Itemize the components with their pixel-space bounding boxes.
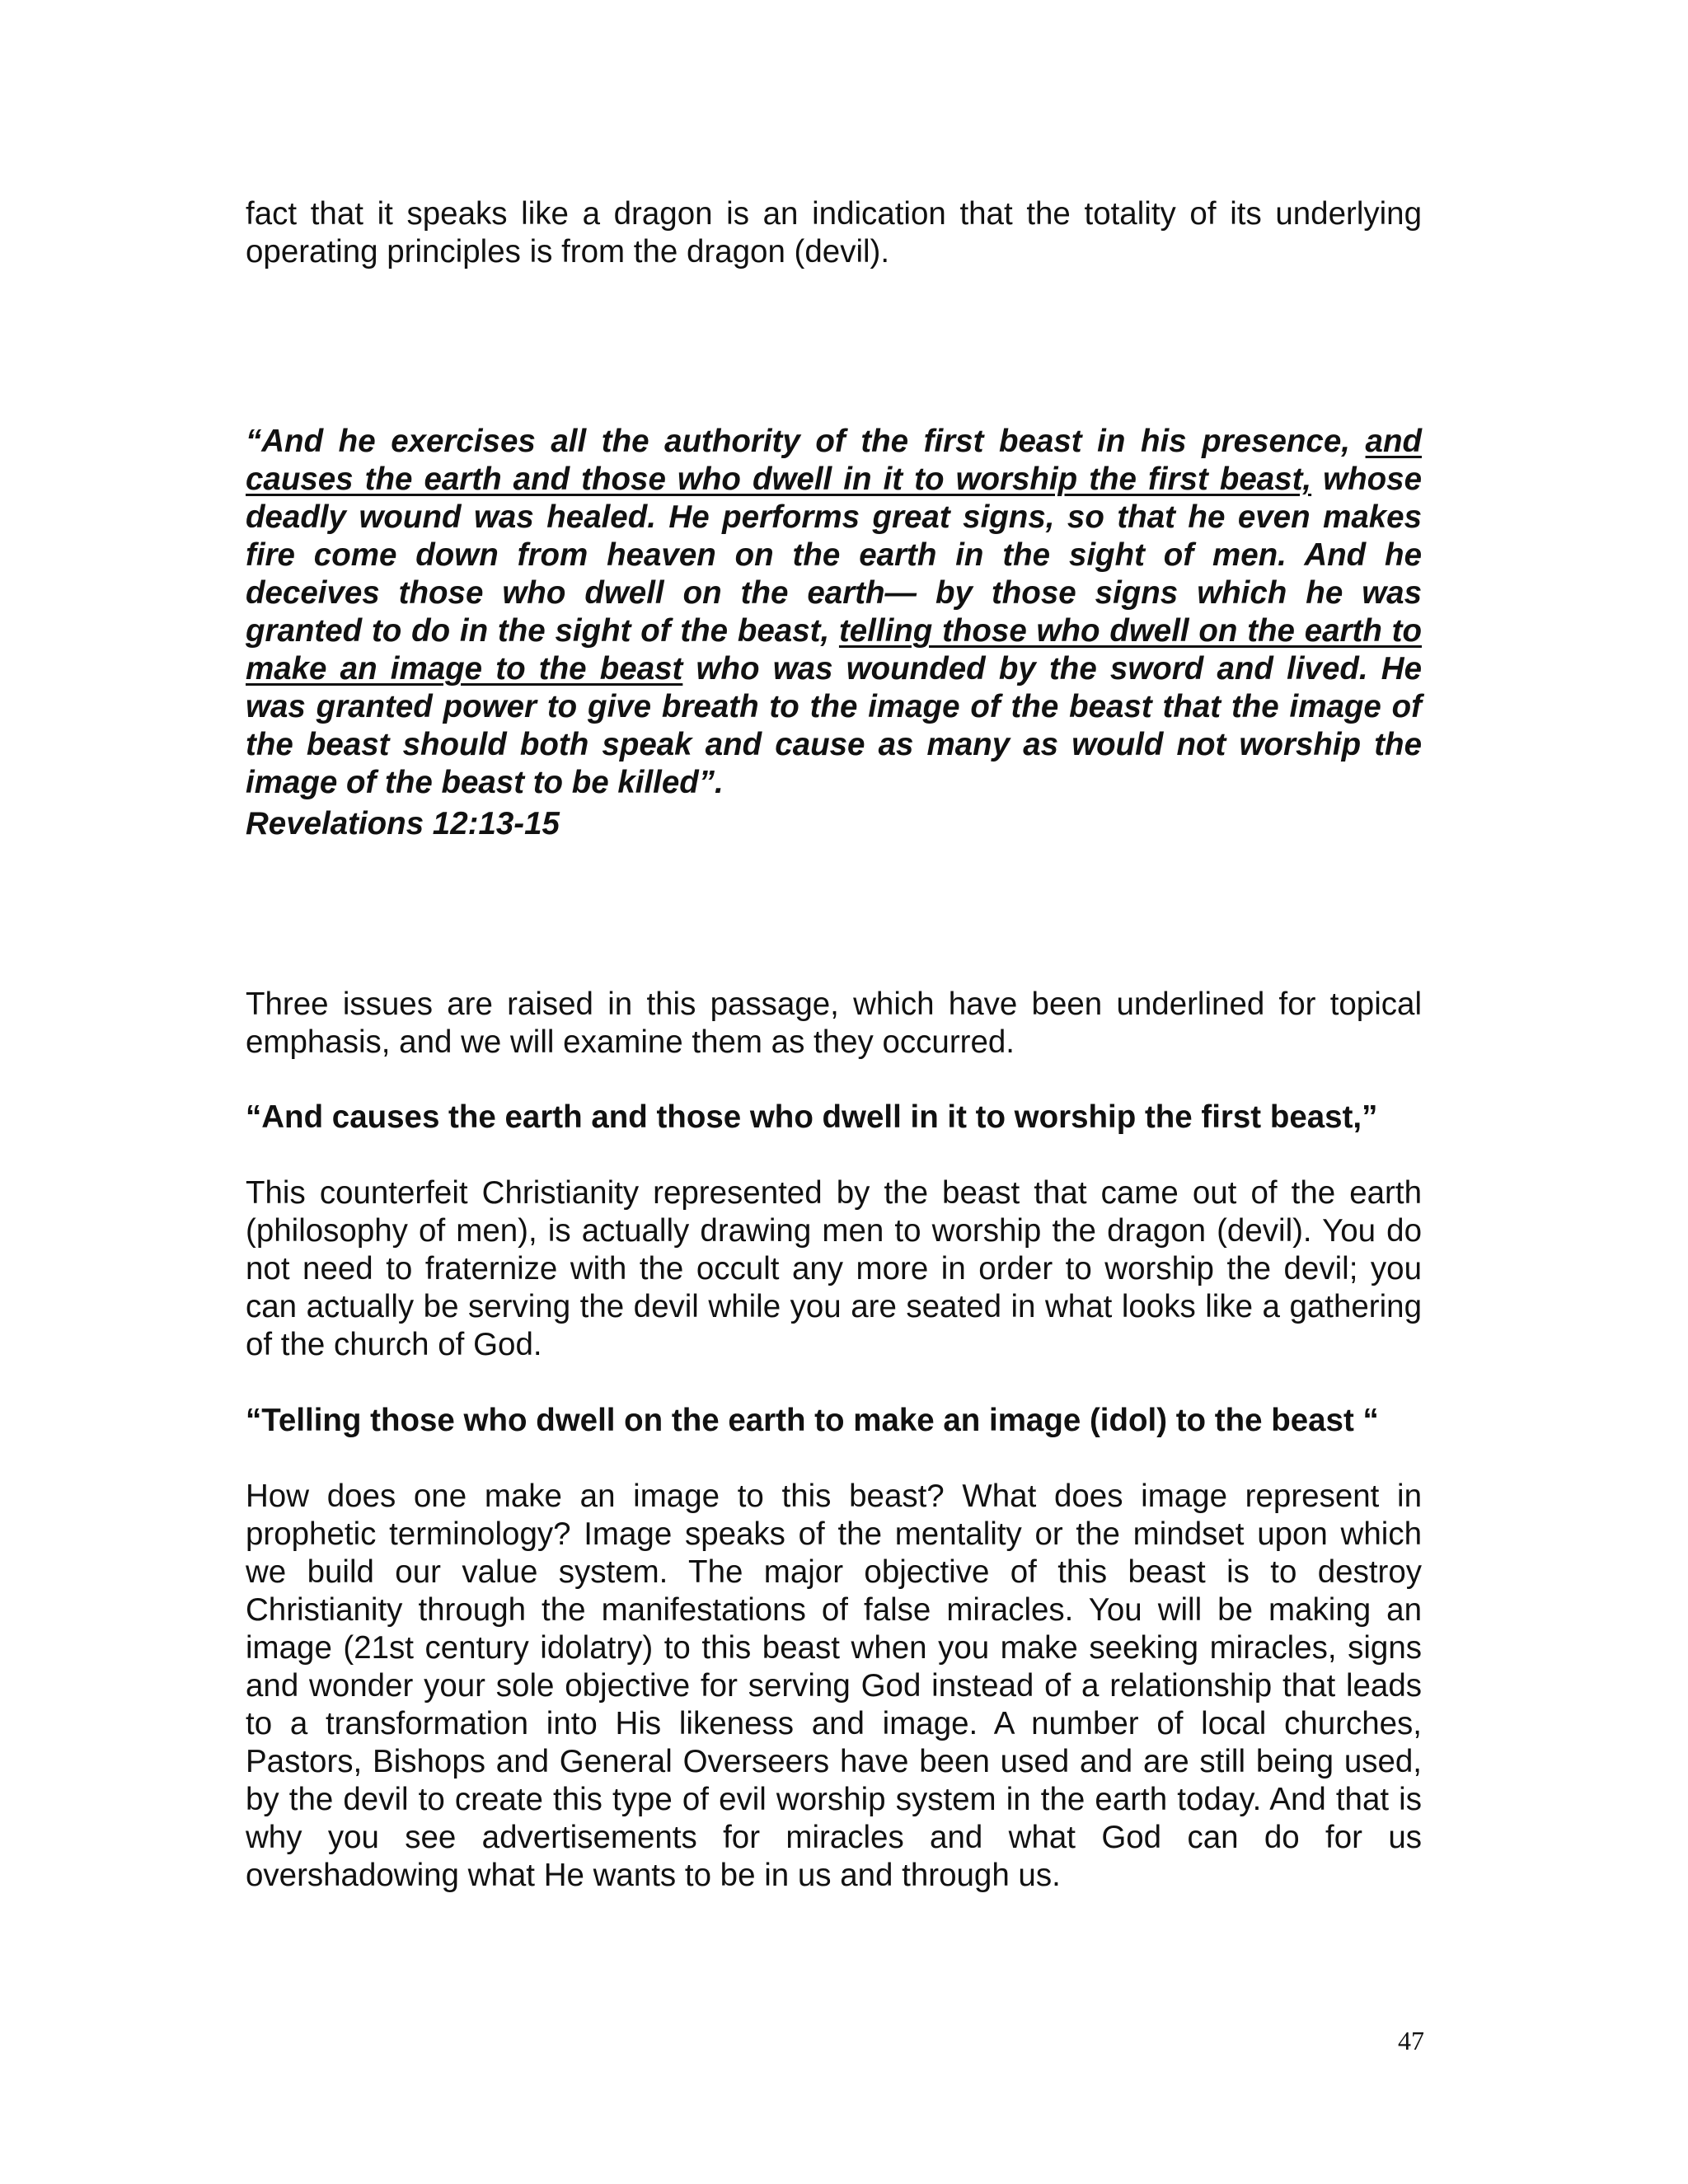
body-paragraph-2-text: How does one make an image to this beast? What does image represent in prophetic terminology? Image speaks of the mentality or the mindset upon which we build our value system. The major objective of this beast is to destroy Christianity through the manifestations of false miracles. You will be making an image (21st century idolatry) to this beast when you make seeking miracles, signs and wonder your sole objective for serving God instead of a relationship that leads to a transformation into His likeness and image. A number of local churches, Pastors, Bishops and General Overseers have been used and are still being used, by the devil to create this type of evil worship system in the earth today. And that is why you see advertisements for miracles and what God can do for us overshadowing what He wants to be in us and through us. [246, 1479, 1422, 1893]
page-number: 47 [1398, 2026, 1424, 2055]
quote-underline-1: and causes the earth and those who dwell in it to worship the first beast, [246, 424, 1422, 497]
quote-part-3: who was wounded by the sword and lived. He was granted power to give breath to the image of the beast that the image of the beast should both speak and cause as many as would not worship the image of the beast to be killed”. [246, 651, 1422, 800]
section-heading-1: “And causes the earth and those who dwell in it to worship the first beast,” [246, 1099, 1378, 1135]
scripture-reference: Revelations 12:13-15 [246, 806, 560, 841]
opening-paragraph [246, 195, 1422, 271]
opening-paragraph-text: fact that it speaks like a dragon is an indication that the totality of its underlying operating principles is from the dragon (devil). [246, 196, 1422, 269]
quote-underline-2: telling those who dwell on the earth to make an image to the beast [246, 613, 1423, 687]
scripture-quote [246, 423, 1422, 802]
scripture-quote-text [246, 423, 1422, 802]
intro-paragraph [246, 986, 1422, 1062]
intro-paragraph-text: Three issues are raised in this passage, which have been underlined for topical emphasis, and we will examine them as they occurred. [246, 987, 1422, 1060]
section-heading-2: “Telling those who dwell on the earth to make an image (idol) to the beast “ [246, 1403, 1379, 1438]
quote-part-2: whose deadly wound was healed. He performs great signs, so that he even makes fire come down from heaven on the earth in the sight of men. And he deceives those who dwell on the earth— by those signs which he was granted to do in the sight of the beast, [246, 462, 1422, 649]
quote-part-1: “And he exercises all the authority of the first beast in his presence, [246, 424, 1366, 459]
body-paragraph-1-text: This counterfeit Christianity represented by the beast that came out of the earth (philosophy of men), is actually drawing men to worship the dragon (devil). You do not need to fraternize with the occult any more in order to worship the devil; you can actually be serving the devil while you are seated in what looks like a gathering of the church of God. [246, 1175, 1422, 1362]
body-paragraph-1 [246, 1174, 1422, 1364]
body-paragraph-2 [246, 1478, 1422, 1895]
